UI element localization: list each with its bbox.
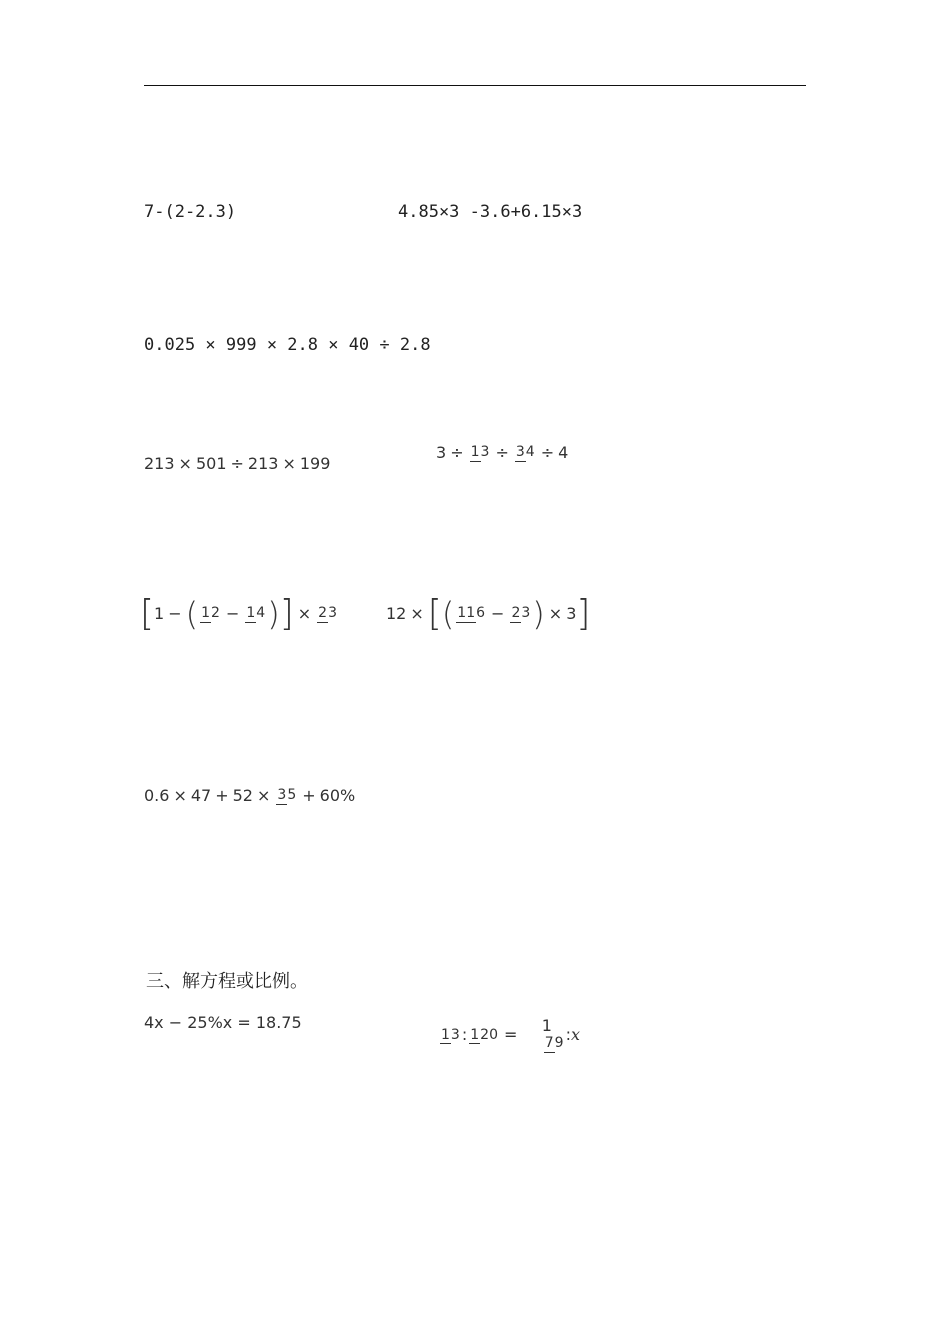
problem-8: 0.6 × 47 + 52 × 35 + 60%: [144, 785, 356, 805]
fraction: 35: [277, 787, 297, 803]
fraction: 13: [470, 444, 490, 460]
fraction: 120: [470, 1026, 498, 1043]
section-heading: 三、解方程或比例。: [146, 971, 308, 992]
fraction: 79: [544, 1035, 564, 1051]
equation-1: 4x − 25%x = 18.75: [144, 1013, 302, 1032]
problem-4: 213 × 501 ÷ 213 × 199: [144, 454, 331, 473]
problem-5: 3 ÷ 13 ÷ 34 ÷ 4: [436, 442, 569, 462]
fraction: 34: [515, 444, 535, 460]
problem-3: 0.025 × 999 × 2.8 × 40 ÷ 2.8: [144, 335, 431, 355]
fraction: 12: [201, 605, 220, 622]
header-rule: [144, 85, 806, 86]
problem-2: 4.85×3 -3.6+6.15×3: [398, 202, 583, 222]
problem-6: [ 1 − ( 12 − 14 ) ] × 23: [140, 593, 337, 634]
problem-1: 7-(2-2.3): [144, 202, 237, 222]
fraction: 14: [246, 605, 266, 622]
problem-7: 12 × [ ( 116 − 23 ) × 3 ]: [386, 593, 591, 634]
fraction: 23: [511, 605, 531, 622]
equation-2: 13 : 120 = 1 79 : x: [438, 1002, 580, 1069]
mixed-number: 1 79: [541, 1016, 564, 1051]
fraction: 13: [441, 1026, 460, 1043]
fraction: 23: [318, 605, 337, 622]
fraction: 116: [457, 605, 486, 622]
